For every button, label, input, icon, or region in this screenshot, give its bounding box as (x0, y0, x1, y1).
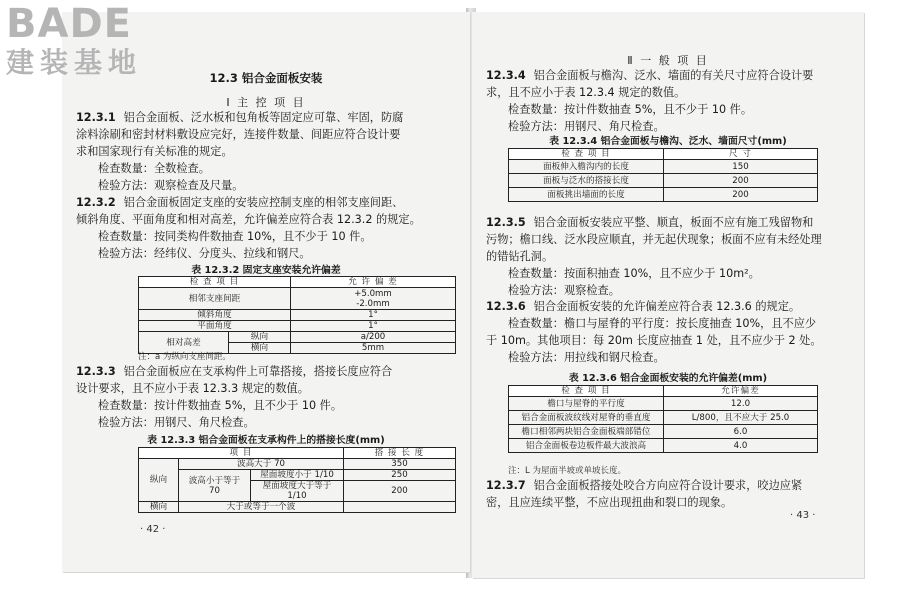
check-method: 检验方法：观察检查。 (508, 284, 620, 297)
clause-text: 铝合金面板、泛水板和包角板等固定应可靠、牢固，防腐 (123, 111, 404, 124)
clause-number: 12.3.3 (76, 365, 116, 378)
clause-number: 12.3.1 (76, 111, 116, 124)
clause-12-3-3 (76, 363, 456, 431)
table-cell: 相邻支座间距 (139, 288, 291, 310)
overlap-length-table (138, 447, 456, 513)
table-cell: 屋面坡度大于等于 1/10 (251, 481, 344, 502)
check-method: 检验方法：用拉线和钢尺检查。 (508, 351, 665, 364)
clause-text: 铝合金面板固定支座的安装应控制支座的相邻支座间距、 (123, 196, 404, 209)
clause-12-3-6 (486, 298, 852, 366)
table-header: 搭 接 长 度 (344, 448, 456, 459)
table-cell: 檐口相邻两块铝合金面板端部错位 (509, 425, 664, 439)
table-cell: 12.0 (664, 397, 818, 411)
table-cell: 平面角度 (139, 321, 291, 332)
clause-number: 12.3.6 (486, 300, 526, 313)
table-cell: 纵向 (229, 332, 291, 343)
clause-number: 12.3.7 (486, 479, 526, 492)
table-cell: 横向 (229, 343, 291, 354)
table-cell: 大于或等于一个波 (179, 502, 344, 513)
clause-text: 密，且应连续平整，不应出现扭曲和裂口的现象。 (486, 496, 733, 509)
left-page (62, 12, 470, 572)
clause-text: 铝合金面板安装应平整、顺直，板面不应有施工残留物和 (533, 216, 814, 229)
table-cell: L/800，且不应大于 25.0 (664, 411, 818, 425)
check-method: 检验方法：经纬仪、分度头、拉线和钢尺。 (98, 247, 311, 260)
check-quantity: 检查数量：按面积抽查 10%，且不应少于 10m²。 (508, 267, 760, 280)
table-cell: a/200 (291, 332, 456, 343)
check-quantity: 于 10m。其他项目：每 20m 长度应抽查 1 处，且不应少于 2 处。 (486, 334, 822, 347)
table-cell: 横向 (139, 502, 179, 513)
table-cell: 波高小于等于 70 (179, 470, 251, 502)
table-cell: 1° (291, 321, 456, 332)
support-deviation-table (138, 276, 456, 354)
logo-subtitle: 建装基地 (6, 46, 143, 79)
table-header: 尺 寸 (664, 149, 818, 160)
check-method: 检验方法：用钢尺、角尺检查。 (98, 416, 255, 429)
watermark-logo (6, 1, 181, 82)
table-cell: 250 (344, 470, 456, 481)
table-cell: 纵向 (139, 459, 179, 502)
check-quantity: 检查数量：按计件数抽查 5%，且不少于 10 件。 (508, 103, 753, 116)
page-number: · 43 · (790, 510, 816, 521)
table-cell: 面板挑出墙面的长度 (509, 188, 664, 202)
table-header: 允 许 偏 差 (291, 277, 456, 288)
clause-text: 铝合金面板搭接处咬合方向应符合设计要求，咬边应紧 (533, 479, 803, 492)
table-header: 项 目 (139, 448, 344, 459)
table-cell (344, 502, 456, 513)
gutter-dimensions-table (508, 148, 818, 202)
clause-text: 铝合金面板应在支承构件上可靠搭接，搭接长度应符合 (123, 365, 393, 378)
clause-12-3-1 (76, 109, 456, 194)
table-cell: 5mm (291, 343, 456, 354)
table-cell-line: -2.0mm (356, 298, 390, 309)
table-cell: 4.0 (664, 439, 818, 453)
table-cell: 屋面坡度小于 1/10 (251, 470, 344, 481)
clause-12-3-5 (486, 214, 852, 299)
page-number: · 42 · (140, 524, 166, 535)
table-header: 检 查 项 目 (509, 386, 664, 397)
table-cell: 350 (344, 459, 456, 470)
table-caption: 表 12.3.4 铝合金面板与檐沟、泛水、墙面尺寸(mm) (549, 136, 787, 147)
clause-12-3-4 (486, 67, 852, 135)
table-header: 检 查 项 目 (139, 277, 291, 288)
table-cell: 150 (664, 160, 818, 174)
clause-text: 倾斜角度、平面角度和相对高差，允许偏差应符合表 12.3.2 的规定。 (76, 213, 421, 226)
table-caption: 表 12.3.2 固定支座安装允许偏差 (191, 265, 341, 276)
table-note: 注：L 为屋面半坡或单坡长度。 (508, 466, 626, 476)
clause-text: 的错钻孔洞。 (486, 250, 554, 263)
table-header: 允许偏差 (664, 386, 818, 397)
check-quantity: 检查数量：按计件数抽查 5%，且不少于 10 件。 (98, 399, 343, 412)
clause-number: 12.3.4 (486, 69, 526, 82)
clause-number: 12.3.5 (486, 216, 526, 229)
clause-text: 求，且不应小于表 12.3.4 规定的数值。 (486, 86, 686, 99)
check-method: 检验方法：观察检查及尺量。 (98, 179, 244, 192)
table-note: 注：a 为纵向支座间距。 (138, 352, 231, 362)
table-cell: 波高大于 70 (179, 459, 344, 470)
table-cell: 铝合金面板波纹线对屋脊的垂直度 (509, 411, 664, 425)
table-caption: 表 12.3.3 铝合金面板在支承构件上的搭接长度(mm) (147, 435, 385, 446)
table-cell: 6.0 (664, 425, 818, 439)
clause-text: 污物；檐口线、泛水段应顺直，并无起伏现象；板面不应有未经处理 (486, 233, 822, 246)
section-title: 12.3 铝合金面板安装 (209, 71, 323, 85)
table-header: 检 查 项 目 (509, 149, 664, 160)
table-cell-line: +5.0mm (354, 288, 392, 299)
clause-text: 铝合金面板安装的允许偏差应符合表 12.3.6 的规定。 (533, 300, 801, 313)
table-cell: 200 (664, 188, 818, 202)
right-page (472, 12, 864, 578)
table-cell: 面板伸入檐沟内的长度 (509, 160, 664, 174)
check-quantity: 检查数量：全数检查。 (98, 162, 210, 175)
table-caption: 表 12.3.6 铝合金面板安装的允许偏差(mm) (568, 373, 768, 384)
table-cell: 200 (664, 174, 818, 188)
table-cell: 铝合金面板卷边板件最大波浪高 (509, 439, 664, 453)
general-items-subhead: Ⅱ 一 般 项 目 (627, 54, 709, 67)
clause-12-3-2 (76, 194, 456, 262)
clause-text: 涂料涂刷和密封材料敷设应完好，连接件数量、间距应符合设计要 (76, 128, 401, 141)
main-items-subhead: Ⅰ 主 控 项 目 (226, 96, 306, 109)
panel-deviation-table (508, 385, 818, 453)
logo-wordmark: BADE (6, 1, 132, 47)
table-cell (291, 288, 456, 310)
clause-text: 铝合金面板与檐沟、泛水、墙面的有关尺寸应符合设计要 (533, 69, 814, 82)
table-cell: 1° (291, 310, 456, 321)
clause-number: 12.3.2 (76, 196, 116, 209)
clause-12-3-7 (486, 477, 852, 511)
table-cell: 倾斜角度 (139, 310, 291, 321)
clause-text: 设计要求，且不应小于表 12.3.3 规定的数值。 (76, 382, 309, 395)
check-quantity: 检查数量：按同类构件数抽查 10%，且不少于 10 件。 (98, 230, 372, 243)
clause-text: 求和国家现行有关标准的规定。 (76, 145, 233, 158)
table-cell: 面板与泛水的搭接长度 (509, 174, 664, 188)
check-method: 检验方法：用钢尺、角尺检查。 (508, 120, 665, 133)
table-cell: 200 (344, 481, 456, 502)
table-cell: 相对高差 (139, 332, 229, 354)
check-quantity: 检查数量：檐口与屋脊的平行度：按长度抽查 10%，且不应少 (508, 317, 817, 330)
table-cell: 檐口与屋脊的平行度 (509, 397, 664, 411)
